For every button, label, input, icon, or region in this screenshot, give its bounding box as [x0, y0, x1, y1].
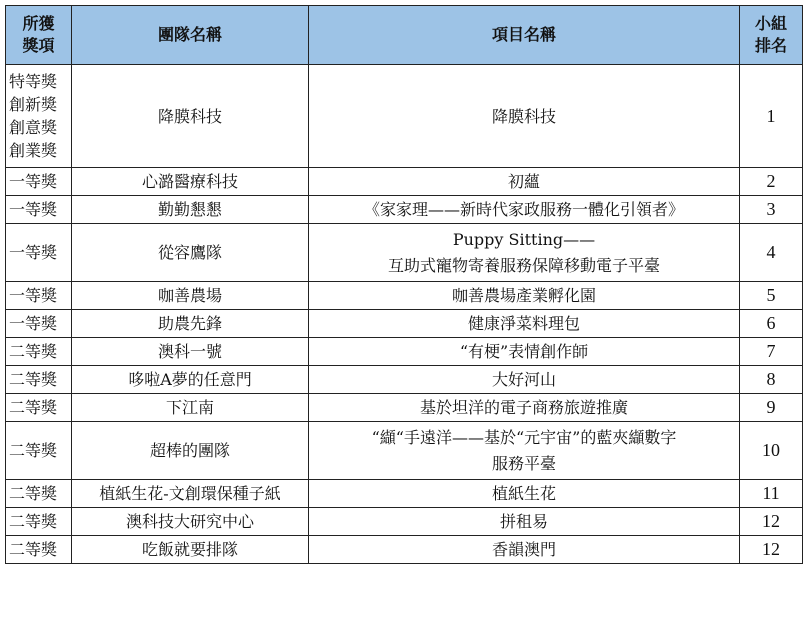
project-cell: “有梗”表情創作師 [309, 338, 740, 366]
rank-cell: 11 [740, 480, 803, 508]
rank-cell: 8 [740, 366, 803, 394]
rank-cell: 7 [740, 338, 803, 366]
rank-cell: 3 [740, 196, 803, 224]
team-cell: 心潞醫療科技 [72, 168, 309, 196]
awards-table [5, 5, 803, 564]
team-cell: 降膜科技 [72, 65, 309, 168]
table-row [6, 366, 803, 394]
award-cell: 一等獎 [6, 224, 72, 282]
award-cell: 二等獎 [6, 422, 72, 480]
team-header: 團隊名稱 [72, 6, 309, 65]
award-cell: 一等獎 [6, 282, 72, 310]
project-cell: Puppy Sitting—— 互助式寵物寄養服務保障移動電子平臺 [309, 224, 740, 282]
table-row [6, 422, 803, 480]
project-cell: 植紙生花 [309, 480, 740, 508]
project-header: 項目名稱 [309, 6, 740, 65]
table-row [6, 65, 803, 168]
award-cell: 特等獎 創新獎 創意獎 創業獎 [6, 65, 72, 168]
project-cell: 《家家理——新時代家政服務一體化引領者》 [309, 196, 740, 224]
rank-cell: 1 [740, 65, 803, 168]
award-cell: 一等獎 [6, 196, 72, 224]
team-cell: 澳科技大研究中心 [72, 508, 309, 536]
team-cell: 超棒的團隊 [72, 422, 309, 480]
project-cell: 大好河山 [309, 366, 740, 394]
rank-cell: 12 [740, 508, 803, 536]
award-header: 所獲 獎項 [6, 6, 72, 65]
award-cell: 二等獎 [6, 338, 72, 366]
table-row [6, 536, 803, 564]
project-cell: 降膜科技 [309, 65, 740, 168]
project-cell: 基於坦洋的電子商務旅遊推廣 [309, 394, 740, 422]
project-cell: “纈“手遠洋——基於“元宇宙”的藍夾纈數字 服務平臺 [309, 422, 740, 480]
rank-cell: 2 [740, 168, 803, 196]
team-cell: 吃飯就要排隊 [72, 536, 309, 564]
team-cell: 咖善農場 [72, 282, 309, 310]
table-row [6, 480, 803, 508]
team-cell: 助農先鋒 [72, 310, 309, 338]
team-cell: 澳科一號 [72, 338, 309, 366]
project-cell: 拼租易 [309, 508, 740, 536]
rank-cell: 12 [740, 536, 803, 564]
team-cell: 從容鷹隊 [72, 224, 309, 282]
award-cell: 二等獎 [6, 536, 72, 564]
team-cell: 植紙生花-文創環保種子紙 [72, 480, 309, 508]
rank-header: 小組 排名 [740, 6, 803, 65]
header-row [6, 6, 803, 65]
award-cell: 二等獎 [6, 508, 72, 536]
team-cell: 哆啦A夢的任意門 [72, 366, 309, 394]
table-row [6, 282, 803, 310]
project-cell: 香韻澳門 [309, 536, 740, 564]
award-cell: 一等獎 [6, 310, 72, 338]
table-row [6, 196, 803, 224]
table-row [6, 338, 803, 366]
team-cell: 下江南 [72, 394, 309, 422]
project-cell: 初蘊 [309, 168, 740, 196]
award-cell: 二等獎 [6, 480, 72, 508]
team-cell: 勤勤懇懇 [72, 196, 309, 224]
rank-cell: 5 [740, 282, 803, 310]
table-row [6, 508, 803, 536]
award-cell: 二等獎 [6, 366, 72, 394]
rank-cell: 6 [740, 310, 803, 338]
project-cell: 健康淨菜料理包 [309, 310, 740, 338]
project-cell: 咖善農場產業孵化園 [309, 282, 740, 310]
award-cell: 二等獎 [6, 394, 72, 422]
table-row [6, 310, 803, 338]
table-row [6, 224, 803, 282]
table-row [6, 168, 803, 196]
table-row [6, 394, 803, 422]
rank-cell: 4 [740, 224, 803, 282]
award-cell: 一等獎 [6, 168, 72, 196]
rank-cell: 9 [740, 394, 803, 422]
rank-cell: 10 [740, 422, 803, 480]
